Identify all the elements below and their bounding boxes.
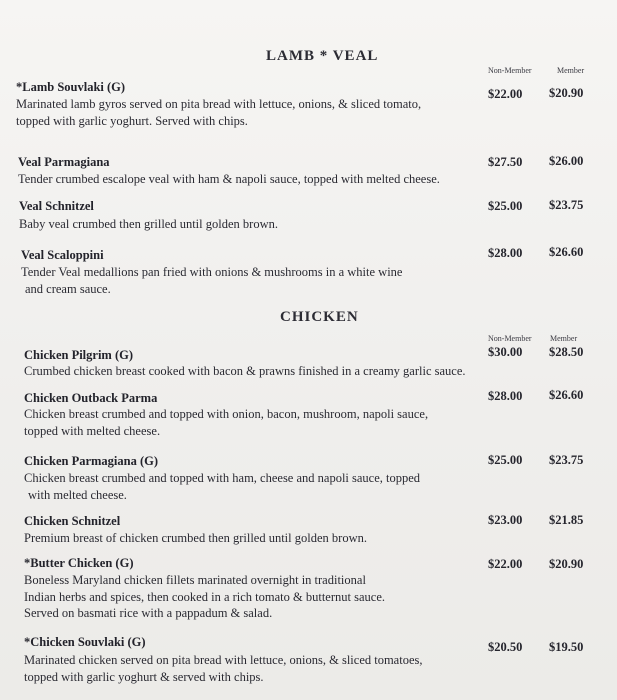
item-desc-line: Tender Veal medallions pan fried with onions & mushrooms in a white wine xyxy=(21,265,403,279)
item-desc-line: Baby veal crumbed then grilled until golden brown. xyxy=(19,217,278,231)
col-head-non-member: Non-Member xyxy=(488,66,532,75)
item-desc-line: Marinated lamb gyros served on pita bread with lettuce, onions, & sliced tomato, xyxy=(16,97,422,111)
item-name-veal-schnitzel: Veal Schnitzel xyxy=(19,199,94,213)
item-name-chicken-outback-parma: Chicken Outback Parma xyxy=(24,391,158,405)
price-member: $26.60 xyxy=(549,388,584,402)
item-name-veal-scaloppini: Veal Scaloppini xyxy=(21,248,104,262)
item-desc-line: Marinated chicken served on pita bread with lettuce, onions, & sliced tomatoes, xyxy=(24,653,423,667)
price-member: $28.50 xyxy=(549,345,584,359)
item-name-chicken-souvlaki: *Chicken Souvlaki (G) xyxy=(24,635,146,649)
price-non-member: $22.00 xyxy=(488,87,523,101)
item-desc-line: Chicken breast crumbed and topped with onion, bacon, mushroom, napoli sauce, xyxy=(24,407,429,421)
price-member: $23.75 xyxy=(549,453,584,467)
item-desc-line: topped with melted cheese. xyxy=(24,424,161,438)
item-desc-line: Chicken breast crumbed and topped with ham, cheese and napoli sauce, topped xyxy=(24,471,421,485)
item-name-chicken-parmagiana: Chicken Parmagiana (G) xyxy=(24,454,159,468)
price-non-member: $22.00 xyxy=(488,557,523,571)
price-non-member: $28.00 xyxy=(488,246,523,260)
price-member: $26.00 xyxy=(549,154,584,168)
item-name-lamb-souvlaki: *Lamb Souvlaki (G) xyxy=(16,80,126,94)
price-member: $20.90 xyxy=(549,557,584,571)
item-desc-line: with melted cheese. xyxy=(28,488,127,502)
item-name-chicken-pilgrim: Chicken Pilgrim (G) xyxy=(24,348,134,362)
item-name-butter-chicken: *Butter Chicken (G) xyxy=(24,556,134,570)
price-non-member: $23.00 xyxy=(488,513,523,527)
section-title-chicken: CHICKEN xyxy=(280,309,359,325)
price-member: $26.60 xyxy=(549,245,584,259)
col-head-non-member: Non-Member xyxy=(488,334,532,343)
section-title-lamb-veal: LAMB * VEAL xyxy=(266,48,379,64)
item-name-veal-parmagiana: Veal Parmagiana xyxy=(18,155,110,169)
price-non-member: $25.00 xyxy=(488,453,523,467)
price-non-member: $28.00 xyxy=(488,389,523,403)
price-non-member: $27.50 xyxy=(488,155,523,169)
price-member: $23.75 xyxy=(549,198,584,212)
item-name-chicken-schnitzel: Chicken Schnitzel xyxy=(24,514,121,528)
item-desc-line: and cream sauce. xyxy=(25,282,111,296)
price-member: $20.90 xyxy=(549,86,584,100)
item-desc-line: Tender crumbed escalope veal with ham & napoli sauce, topped with melted cheese. xyxy=(18,172,440,186)
col-head-member: Member xyxy=(550,334,578,343)
price-non-member: $20.50 xyxy=(488,640,523,654)
price-non-member: $30.00 xyxy=(488,345,523,359)
item-desc-line: Served on basmati rice with a pappadum & salad. xyxy=(24,606,273,620)
item-desc-line: Crumbed chicken breast cooked with bacon & prawns finished in a creamy garlic sauce. xyxy=(24,364,466,378)
col-head-member: Member xyxy=(557,66,585,75)
item-desc-line: Boneless Maryland chicken fillets marinated overnight in traditional xyxy=(24,573,366,587)
item-desc-line: topped with garlic yoghurt & served with chips. xyxy=(24,670,264,684)
item-desc-line: topped with garlic yoghurt. Served with chips. xyxy=(16,114,248,128)
price-non-member: $25.00 xyxy=(488,199,523,213)
item-desc-line: Indian herbs and spices, then cooked in a rich tomato & butternut sauce. xyxy=(24,590,386,604)
price-member: $19.50 xyxy=(549,640,584,654)
price-member: $21.85 xyxy=(549,513,584,527)
item-desc-line: Premium breast of chicken crumbed then grilled until golden brown. xyxy=(24,531,367,545)
